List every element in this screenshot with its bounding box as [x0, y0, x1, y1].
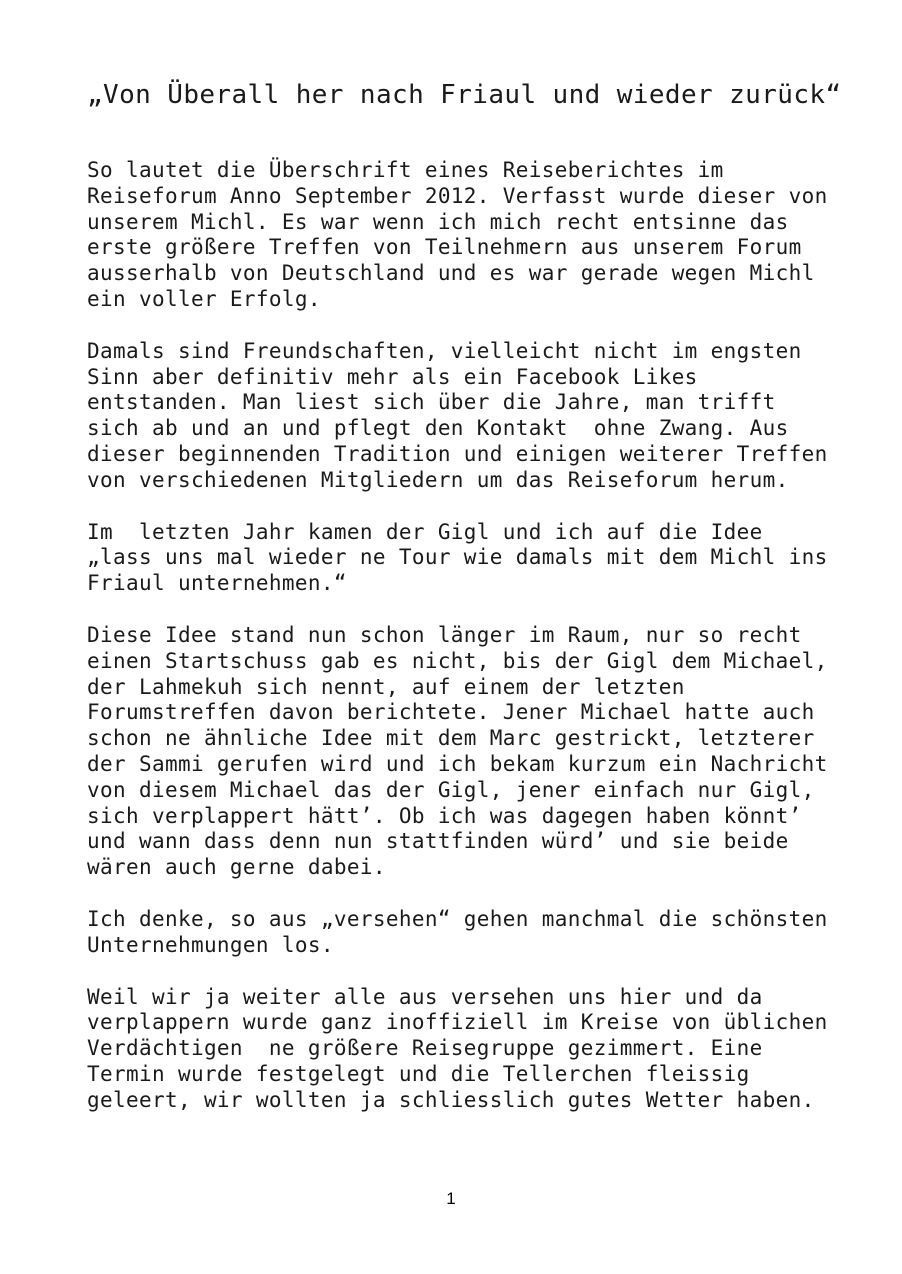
- document-body: [87, 158, 847, 1140]
- paragraph-3: Im letzten Jahr kamen der Gigl und ich auf die Idee „lass uns mal wieder ne Tour wie damals mit dem Michl ins Friaul unternehmen.“: [87, 519, 828, 596]
- paragraph-2: Damals sind Freundschaften, vielleicht nicht im engsten Sinn aber definitiv mehr als ein Facebook Likes entstanden. Man liest sich über die Jahre, man trifft sich ab und an und pflegt den Kontakt ohne Zwang. Aus dieser beginnenden Tradition und einigen weiterer Treffen von verschiedenen Mitgliedern um das Reiseforum herum.: [87, 338, 828, 492]
- paragraph-6: Weil wir ja weiter alle aus versehen uns hier und da verplappern wurde ganz inoffiziell im Kreise von üblichen Verdächtigen ne größere Reisegruppe gezimmert. Eine Termin wurde festgelegt und die Tellerchen fleissig geleert, wir wollten ja schliesslich gutes Wetter haben.: [87, 984, 828, 1112]
- paragraph-4: Diese Idee stand nun schon länger im Raum, nur so recht einen Startschuss gab es nicht, bis der Gigl dem Michael, der Lahmekuh sich nennt, auf einem der letzten Forumstreffen davon berichtete. Jener Michael hatte auch schon ne ähnliche Idee mit dem Marc gestrickt, letzterer der Sammi gerufen wird und ich bekam kurzum ein Nachricht von diesem Michael das der Gigl, jener einfach nur Gigl, sich verplappert hätt’. Ob ich was dagegen haben könnt’ und wann dass denn nun stattfinden würd’ und sie beide wären auch gerne dabei.: [87, 622, 828, 880]
- paragraph-5: Ich denke, so aus „versehen“ gehen manchmal die schönsten Unternehmungen los.: [87, 906, 828, 957]
- document-title: „Von Überall her nach Friaul und wieder zurück“: [87, 80, 842, 110]
- paragraph-1: So lautet die Überschrift eines Reiseberichtes im Reiseforum Anno September 2012. Verfasst wurde dieser von unserem Michl. Es war wenn ich mich recht entsinne das erste größere Treffen von Teilnehmern aus unserem Forum ausserhalb von Deutschland und es war gerade wegen Michl ein voller Erfolg.: [87, 158, 828, 311]
- page-number: 1: [446, 1189, 456, 1208]
